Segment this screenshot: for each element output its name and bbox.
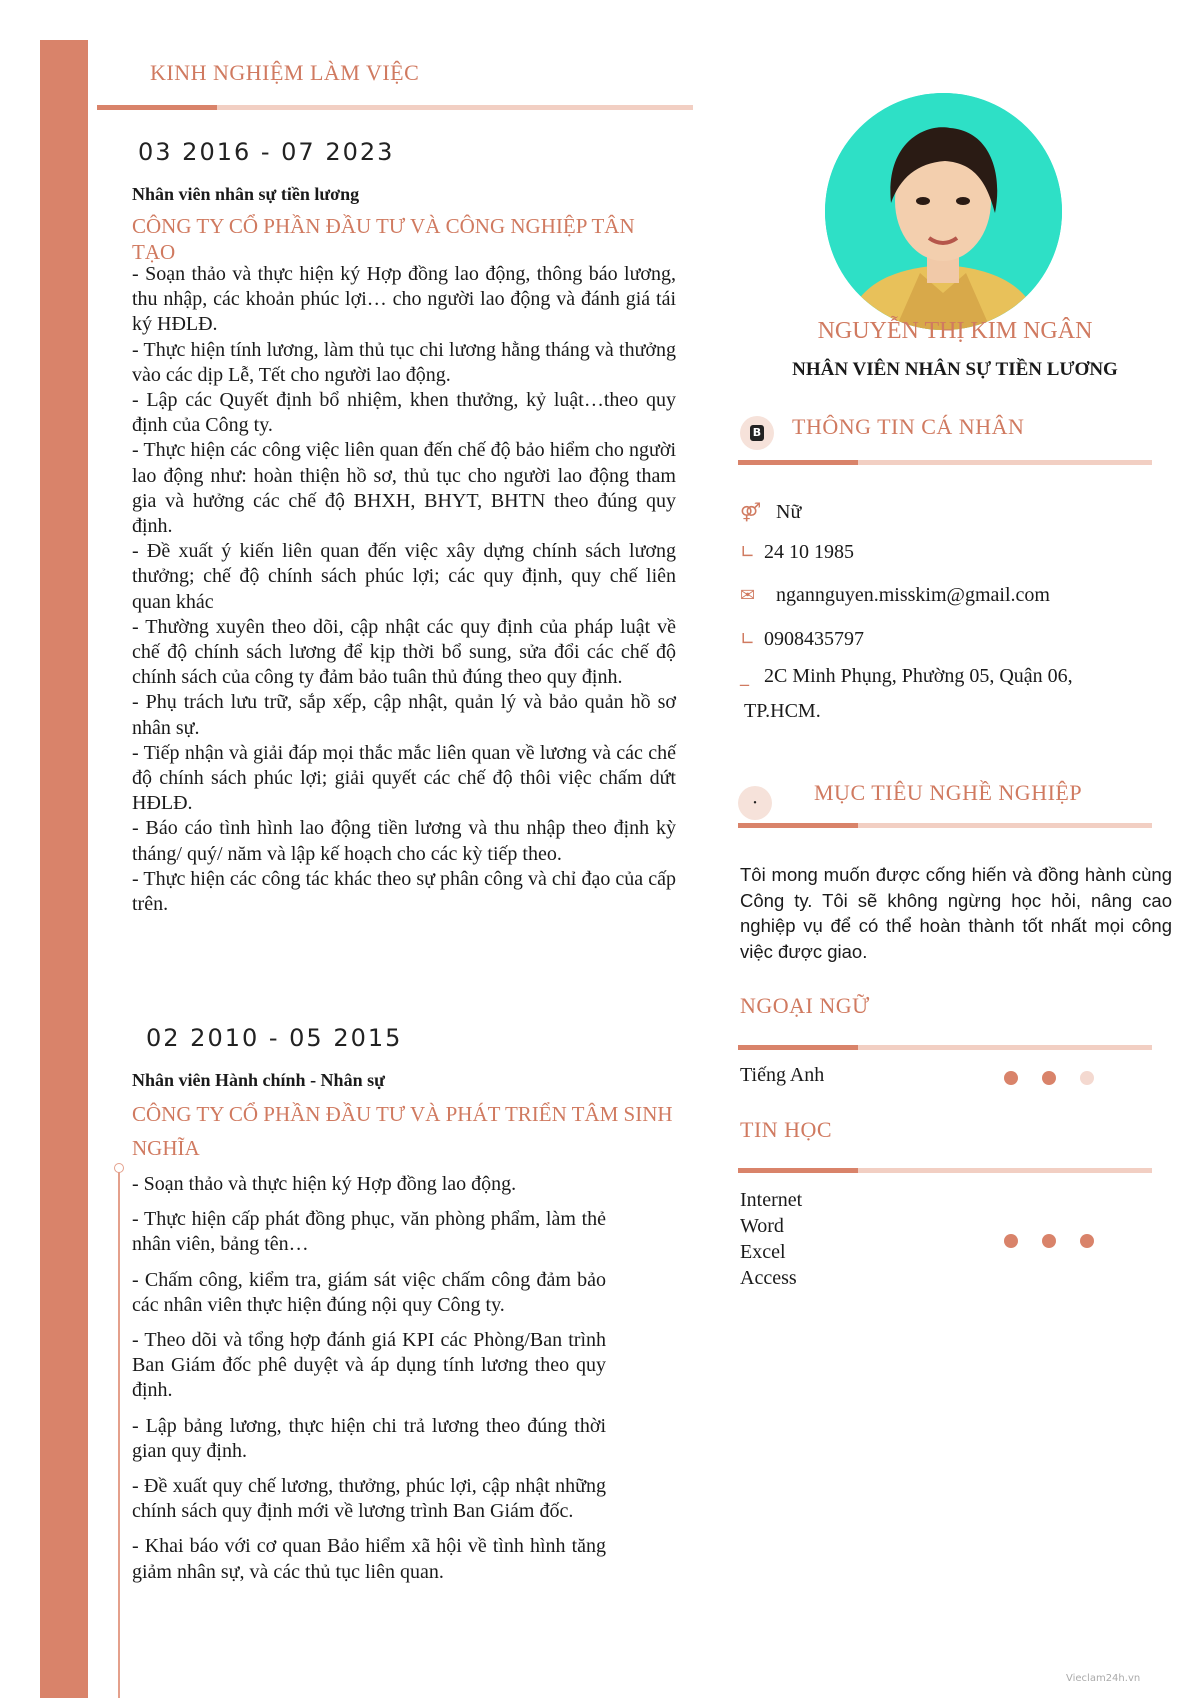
- languages-rule: [738, 1045, 1152, 1050]
- gender-row: [740, 501, 801, 524]
- level-dot-filled: [1004, 1234, 1018, 1248]
- timeline-line: [118, 1168, 120, 1698]
- computing-level: [1004, 1234, 1094, 1248]
- job-2-company: CÔNG TY CỔ PHẦN ĐẦU TƯ VÀ PHÁT TRIỂN TÂM SINH NGHĨA: [132, 1102, 673, 1160]
- personal-info-rule: [738, 460, 1152, 465]
- experience-rule: [97, 105, 693, 110]
- duty-item: - Thực hiện cấp phát đồng phục, văn phòng phẩm, làm thẻ nhân viên, bảng tên…: [132, 1208, 606, 1256]
- calendar-icon: ∟: [740, 542, 756, 563]
- profile-role: NHÂN VIÊN NHÂN SỰ TIỀN LƯƠNG: [792, 359, 1118, 380]
- duty-item: - Đề xuất quy chế lương, thưởng, phúc lợi, cập nhật những chính sách quy định mới về lương trình Ban Giám đốc.: [132, 1475, 606, 1523]
- personal-info-badge: [740, 416, 774, 450]
- objective-badge: [738, 786, 772, 820]
- job-2-duties: [132, 1172, 606, 1595]
- phone-row: [740, 628, 864, 651]
- level-dot-empty: [1080, 1071, 1094, 1085]
- timeline-dot: [114, 1163, 124, 1173]
- level-dot-filled: [1004, 1071, 1018, 1085]
- computing-skill-item: Word: [740, 1215, 784, 1237]
- duty-item: - Thực hiện tính lương, làm thủ tục chi lương hằng tháng và thưởng vào các dịp Lễ, Tết cho người lao động.: [132, 338, 676, 386]
- address-line-1: 2C Minh Phụng, Phường 05, Quận 06,: [764, 665, 1073, 687]
- profile-photo: [825, 93, 1062, 330]
- duty-item: - Lập các Quyết định bổ nhiệm, khen thưởng, kỷ luật…theo quy định của Công ty.: [132, 389, 676, 437]
- duty-item: - Tiếp nhận và giải đáp mọi thắc mắc liên quan về lương và các chế độ chính sách phúc lợi; giải quyết các chế độ thôi việc chấm dứt HĐLĐ.: [132, 741, 676, 815]
- duty-item: - Lập bảng lương, thực hiện chi trả lương theo đúng thời gian quy định.: [132, 1414, 606, 1462]
- birthday-value: 24 10 1985: [764, 541, 854, 563]
- level-dot-filled: [1042, 1071, 1056, 1085]
- computing-rule: [738, 1168, 1152, 1173]
- target-icon: •: [753, 797, 757, 809]
- address-line-2: TP.HCM.: [744, 700, 821, 722]
- objective-text: Tôi mong muốn được cống hiến và đồng hành cùng Công ty. Tôi sẽ không ngừng học hỏi, nâng cao nghiệp vụ để có thể hoàn thành tốt nhất mọi công việc được giao.: [740, 864, 1172, 962]
- left-accent-bar: [40, 40, 88, 1698]
- duty-item: - Soạn thảo và thực hiện ký Hợp đồng lao động.: [132, 1173, 517, 1195]
- computing-heading: TIN HỌC: [740, 1117, 833, 1142]
- computing-skill-item: Internet: [740, 1189, 803, 1211]
- language-name: Tiếng Anh: [740, 1064, 825, 1086]
- objective-heading: MỤC TIÊU NGHỀ NGHIỆP: [814, 780, 1083, 805]
- level-dot-filled: [1080, 1234, 1094, 1248]
- watermark: Vieclam24h.vn: [1066, 1673, 1141, 1684]
- experience-heading: KINH NGHIỆM LÀM VIỆC: [150, 60, 420, 85]
- job-2-position: Nhân viên Hành chính - Nhân sự: [132, 1070, 385, 1090]
- phone-value: 0908435797: [764, 628, 864, 650]
- duty-item: - Phụ trách lưu trữ, sắp xếp, cập nhật, quản lý và bảo quản hồ sơ nhân sự.: [132, 691, 676, 739]
- duty-item: - Thực hiện các công việc liên quan đến chế độ bảo hiểm cho người lao động như: hoàn thiện hồ sơ, thủ tục cho người lao động tham gia và hưởng các chế độ BHXH, BHYT, BHTN theo đúng quy định.: [132, 439, 676, 538]
- job-1-company: CÔNG TY CỔ PHẦN ĐẦU TƯ VÀ CÔNG NGHIỆP TÂN TẠO: [132, 214, 635, 264]
- email-icon: ✉: [740, 585, 756, 606]
- job-2-date: 02 2010 - 05 2015: [146, 1024, 403, 1052]
- gender-icon: ⚤: [740, 502, 762, 523]
- duty-item: - Theo dõi và tổng hợp đánh giá KPI các Phòng/Ban trình Ban Giám đốc phê duyệt và áp dụng tính lương theo quy định.: [132, 1329, 606, 1402]
- duty-item: - Chấm công, kiểm tra, giám sát việc chấm công đảm bảo các nhân viên thực hiện đúng nội quy Công ty.: [132, 1268, 606, 1316]
- objective-rule: [738, 823, 1152, 828]
- job-1-date: 03 2016 - 07 2023: [138, 138, 395, 166]
- level-dot-filled: [1042, 1234, 1056, 1248]
- duty-item: - Khai báo với cơ quan Bảo hiểm xã hội về tình hình tăng giảm nhân sự, và các thủ tục liên quan.: [132, 1535, 606, 1583]
- job-1-duties: [132, 262, 676, 917]
- computing-skill-item: Excel: [740, 1241, 786, 1263]
- gender-value: Nữ: [776, 501, 802, 523]
- phone-icon: ∟: [740, 629, 756, 650]
- profile-name: NGUYỄN THỊ KIM NGÂN: [817, 318, 1093, 344]
- duty-item: - Soạn thảo và thực hiện ký Hợp đồng lao động, thông báo lương, thu nhập, các khoản phúc lợi… cho người lao động và đánh giá tái ký HĐLĐ.: [132, 263, 676, 336]
- languages-heading: NGOẠI NGỮ: [740, 993, 870, 1018]
- computing-skill-item: Access: [740, 1267, 797, 1289]
- duty-item: - Thực hiện các công tác khác theo sự phân công và chỉ đạo của cấp trên.: [132, 867, 676, 916]
- birthday-row: [740, 541, 854, 564]
- location-icon: _: [740, 666, 749, 687]
- duty-item: - Thường xuyên theo dõi, cập nhật các quy định của pháp luật về chế độ chính sách lương để kịp thời bổ sung, sửa đổi các chế độ chính sách của công ty đảm bảo tuân thủ đúng theo quy định.: [132, 615, 676, 689]
- duty-item: - Báo cáo tình hình lao động tiền lương và thu nhập theo định kỳ tháng/ quý/ năm và lập kế hoạch cho các kỳ tiếp theo.: [132, 817, 676, 865]
- job-1-position: Nhân viên nhân sự tiền lương: [132, 184, 360, 204]
- computing-skills-list: [740, 1187, 802, 1291]
- language-level: [1004, 1071, 1094, 1085]
- email-value[interactable]: ngannguyen.misskim@gmail.com: [776, 584, 1050, 606]
- address-row: [740, 665, 1073, 688]
- personal-info-heading: THÔNG TIN CÁ NHÂN: [792, 414, 1025, 439]
- email-row: [740, 584, 1050, 607]
- duty-item: - Đề xuất ý kiến liên quan đến việc xây dựng chính sách lương thưởng; chế độ chính sách phúc lợi; các quy định, quy chế liên quan khác: [132, 540, 676, 613]
- id-card-icon: B: [750, 425, 764, 441]
